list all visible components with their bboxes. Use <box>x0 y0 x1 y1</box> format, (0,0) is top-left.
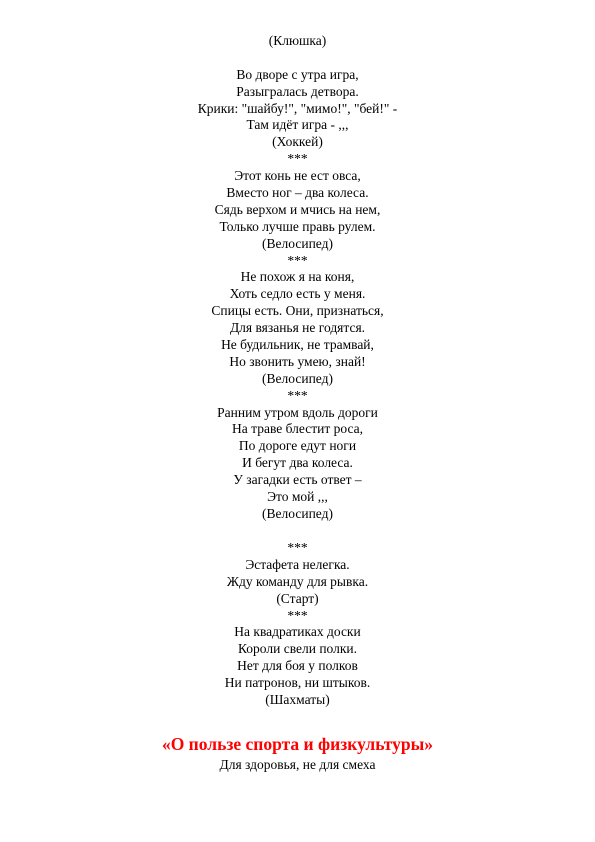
riddle-line: Не похож я на коня, <box>240 269 355 285</box>
section-subtitle: Для здоровья, не для смеха <box>219 757 376 772</box>
riddle-line: Там идёт игра - ,,, <box>246 117 349 133</box>
riddle-line: Сядь верхом и мчись на нем, <box>214 201 381 217</box>
riddle-separator: *** <box>287 387 308 403</box>
riddle-line: Крики: "шайбу!", "мимо!", "бей!" - <box>197 100 398 116</box>
riddle-line: Жду команду для рывка. <box>226 573 369 589</box>
riddles-block-bottom <box>0 540 595 709</box>
riddle-line: Эстафета нелегка. <box>245 556 350 572</box>
riddle-answer: (Хоккей) <box>272 134 323 150</box>
riddle-line: Это мой ,,, <box>267 489 328 505</box>
riddle-line: Хоть седло есть у меня. <box>229 286 366 302</box>
riddle-answer: (Велосипед) <box>262 370 333 386</box>
riddle-line: На квадратиках доски <box>234 624 361 640</box>
riddle-answer: (Шахматы) <box>265 692 330 708</box>
riddle-line: Нет для боя у полков <box>237 658 358 674</box>
riddle-separator: *** <box>287 151 308 167</box>
riddle-line: Короли свели полки. <box>237 641 358 657</box>
riddle-answer: (Велосипед) <box>262 505 333 521</box>
riddle-line: Этот конь не ест овса, <box>234 168 361 184</box>
riddle-line: И бегут два колеса. <box>242 455 353 471</box>
riddles-block-top <box>0 33 595 523</box>
riddle-line: Во дворе с утра игра, <box>236 66 359 82</box>
riddle-line: Не будильник, не трамвай, <box>221 337 374 353</box>
section-heading: «О пользе спорта и физкультуры» <box>161 734 434 754</box>
riddle-line: На траве блестит роса, <box>232 421 363 437</box>
riddle-line: Разыгралась детвора. <box>236 83 359 99</box>
riddle-separator: *** <box>287 540 308 555</box>
riddle-line: (Клюшка) <box>268 33 327 48</box>
riddle-line: У загадки есть ответ – <box>233 472 362 488</box>
riddle-line: Ранним утром вдоль дороги <box>217 404 378 420</box>
riddle-separator: *** <box>287 252 308 268</box>
riddle-line: Вместо ног – два колеса. <box>226 185 369 201</box>
blank-line <box>0 50 595 67</box>
riddle-separator: *** <box>287 607 308 623</box>
riddle-line: Спицы есть. Они, признаться, <box>211 303 384 319</box>
riddle-line: Для вязанья не годятся. <box>229 320 366 336</box>
riddle-line: По дороге едут ноги <box>238 438 357 454</box>
riddle-answer: (Велосипед) <box>262 235 333 251</box>
riddle-line: Ни патронов, ни штыков. <box>224 675 371 691</box>
riddle-line: Но звонить умею, знай! <box>229 353 366 369</box>
riddle-answer: (Старт) <box>276 590 319 606</box>
riddle-line: Только лучше правь рулем. <box>219 218 376 234</box>
